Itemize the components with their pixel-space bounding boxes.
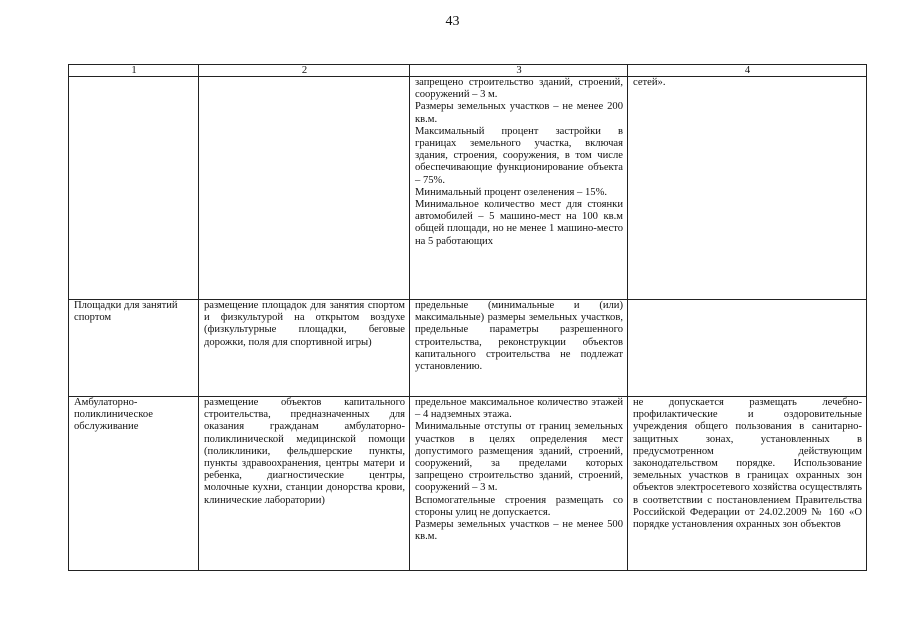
row1-col1 xyxy=(69,77,199,300)
row3-col3-para-1: предельное максимальное количество этажей – 4 надземных этажа. xyxy=(415,397,623,421)
header-col-3: 3 xyxy=(410,65,628,77)
row3-col3-para-2: Минимальные отступы от границ земельных участков в целях определения мест допустимого размещения зданий, строений, сооружений, за пределами которых запрещено строительство зданий, строений, сооружений – 3 м. xyxy=(415,421,623,494)
row2-col4 xyxy=(628,300,867,397)
table-row xyxy=(69,77,867,300)
row3-col3 xyxy=(410,397,628,571)
table-header-row xyxy=(69,65,867,77)
row3-col1: Амбулаторно-поликлиническое обслуживание xyxy=(69,397,199,571)
row1-col3-para-5: Минимальное количество мест для стоянки автомобилей – 5 машино-мест на 100 кв.м общей площади, но не менее 1 машино-место на 5 работающих xyxy=(415,199,623,247)
row2-col1: Площадки для занятий спортом xyxy=(69,300,199,397)
header-col-2: 2 xyxy=(199,65,410,77)
row3-col4: не допускается размещать лечебно-профилактические и оздоровительные учреждения общего пользования в санитарно-защитных зонах, установленных в предусмотренном действующим законодательством порядке. Использование земельных участков в границах охранных зон объектов электросетевого хозяйства осуществлять в соответствии с постановлением Правительства Российской Федерации от 24.02.2009 № 160 «О порядке установления охранных зон объектов xyxy=(628,397,867,571)
row2-col3-para-1: предельные (минимальные и (или) максимальные) размеры земельных участков, предельные параметры разрешенного строительства, реконструкции объектов капитального строительства не подлежат установлению. xyxy=(415,300,623,373)
page-number: 43 xyxy=(445,14,460,29)
header-col-4: 4 xyxy=(628,65,867,77)
row1-col4: сетей». xyxy=(628,77,867,300)
row1-col3-para-3: Максимальный процент застройки в границах земельного участка, включая здания, строения, сооружения, в том числе обеспечивающие функционирование объекта – 75%. xyxy=(415,125,623,186)
row1-col3-para-1: запрещено строительство зданий, строений, сооружений – 3 м. xyxy=(415,77,623,101)
header-col-1: 1 xyxy=(69,65,199,77)
row3-col3-para-4: Размеры земельных участков – не менее 500 кв.м. xyxy=(415,519,623,543)
regulations-table xyxy=(68,64,867,571)
row1-col2 xyxy=(199,77,410,300)
row1-col3-para-2: Размеры земельных участков – не менее 200 кв.м. xyxy=(415,101,623,125)
table-row xyxy=(69,397,867,571)
row3-col3-para-3: Вспомогательные строения размещать со стороны улиц не допускается. xyxy=(415,494,623,518)
table-row xyxy=(69,300,867,397)
row1-col3 xyxy=(410,77,628,300)
row3-col2: размещение объектов капитального строительства, предназначенных для оказания гражданам амбулаторно-поликлинической медицинской помощи (поликлиники, фельдшерские пункты, пункты здравоохранения, центры матери и ребенка, диагностические центры, молочные кухни, станции донорства крови, клинические лаборатории) xyxy=(199,397,410,571)
row1-col3-para-4: Минимальный процент озеленения – 15%. xyxy=(415,186,608,198)
row2-col3 xyxy=(410,300,628,397)
row2-col2: размещение площадок для занятия спортом и физкультурой на открытом воздухе (физкультурные площадки, беговые дорожки, поля для спортивной игры) xyxy=(199,300,410,397)
